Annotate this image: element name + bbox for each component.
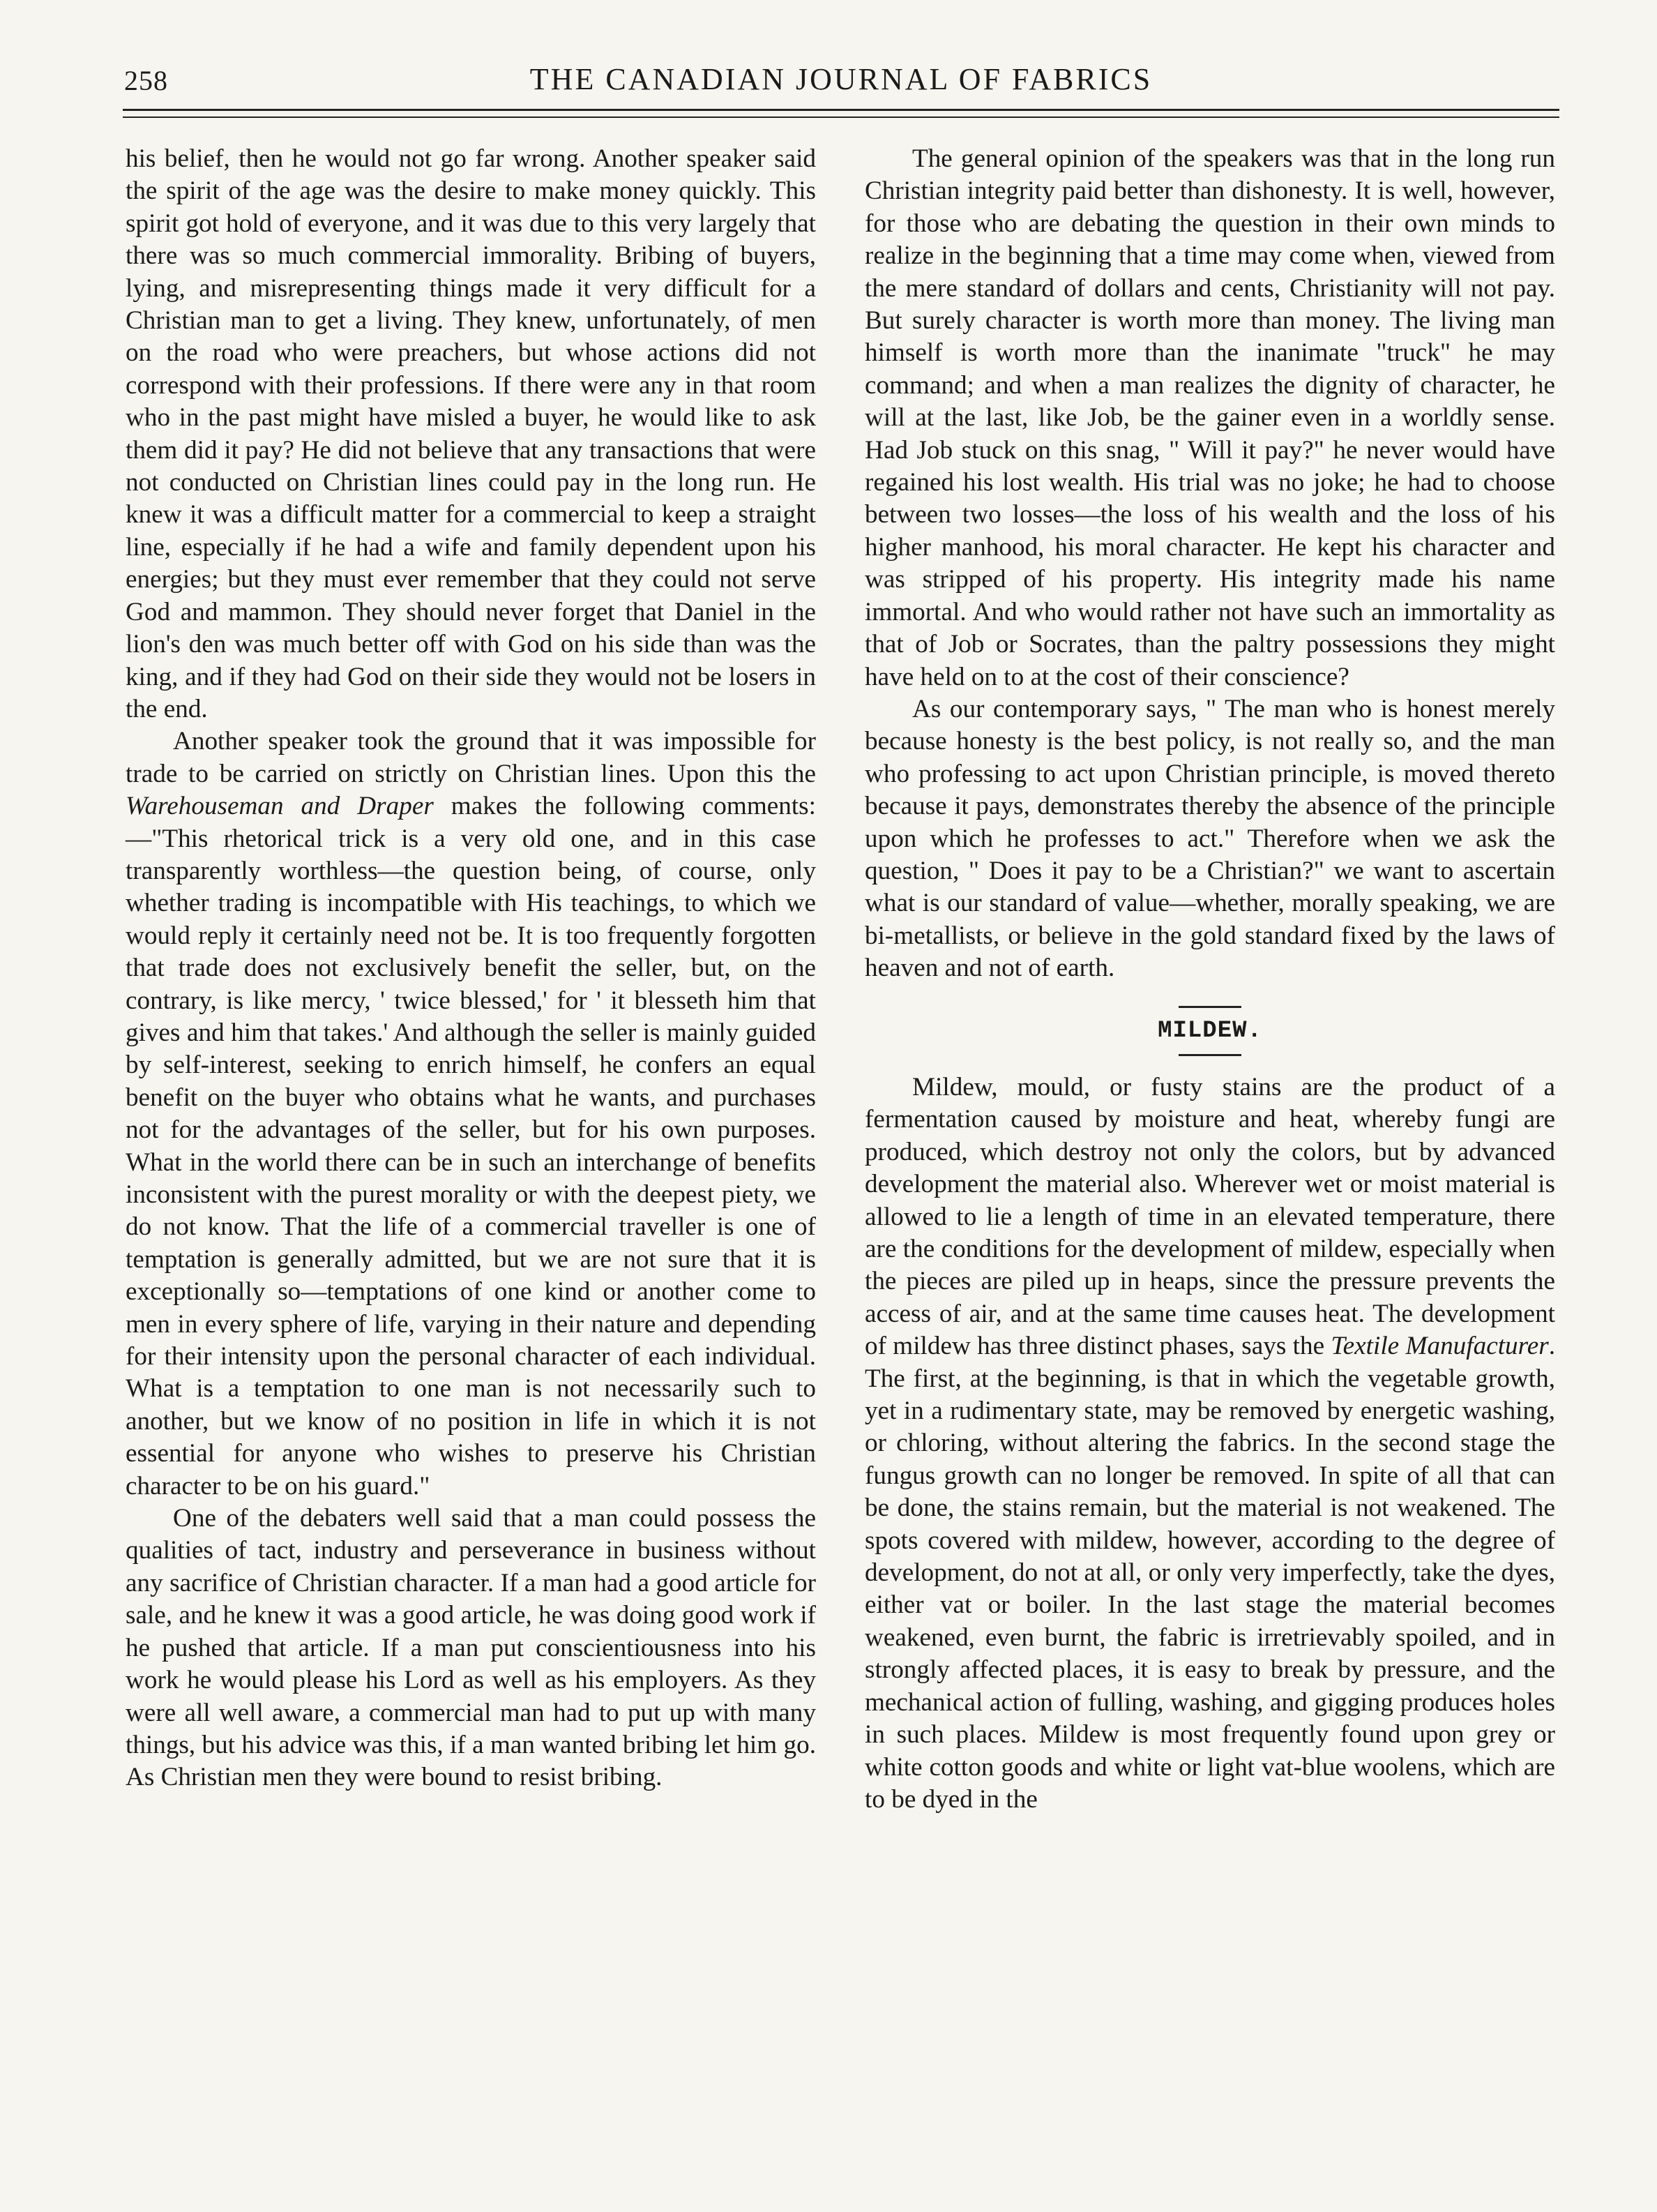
journal-title: THE CANADIAN JOURNAL OF FABRICS	[529, 62, 1153, 96]
paragraph: The general opinion of the speakers was that in the long run Christian integrity paid better than dishonesty. It is well, however, for those who are debating the question in their own minds to realize in the beginning that a time may come when, viewed from the mere standard of dollars and cents, Christianity will not pay. But surely character is worth more than money. The living man himself is worth more than the inanimate "truck" he may command; and when a man realizes the dignity of character, he will at the last, like Job, be the gainer even in a worldly sense. Had Job stuck on this snag, " Will it pay?" he never would have regained his lost wealth. His trial was no joke; he had to choose between two losses—the loss of his wealth and the loss of his higher manhood, his moral character. He kept his character and was stripped of his property. His integrity made his name immortal. And who would rather not have such an immortality as that of Job or Socrates, than the paltry possessions they might have held on to at the cost of their conscience?	[865, 144, 1555, 691]
paragraph: As our contemporary says, " The man who is honest merely because honesty is the best policy, is not really so, and the man who professing to act upon Christian principle, is moved thereto because it pays, demonstrates thereby the absence of the principle upon which he professes to act." Therefore when we ask the question, " Does it pay to be a Christian?" we want to ascertain what is our standard of value—whether, morally speaking, we are bi-metallists, or believe in the gold standard fixed by the laws of heaven and not of earth.	[865, 694, 1555, 983]
section-title: MILDEW.	[1158, 1017, 1262, 1044]
paragraph: his belief, then he would not go far wrong. Another speaker said the spirit of the age was the desire to make money quickly. This spirit got hold of everyone, and it was due to this very largely that there was so much commercial immorality. Bribing of buyers, lying, and misrepresenting things made it very difficult for a Christian man to get a living. They knew, unfortunately, of men on the road who were preachers, but whose actions did not correspond with their professions. If there were any in that room who in the past might have misled a buyer, he would like to ask them did it pay? He did not believe that any transactions that were not conducted on Christian lines could pay in the long run. He knew it was a difficult matter for a commercial to keep a straight line, especially if he had a wife and family dependent upon his energies; but they must ever remember that they could not serve God and mammon. They should never forget that Daniel in the lion's den was much better off with God on his side than was the king, and if they had God on their side they would not be losers in the end.	[126, 144, 816, 723]
publication-title: Warehouseman and Draper	[126, 792, 434, 821]
section-heading	[865, 1006, 1555, 1056]
text-run: Another speaker took the ground that it was impossible for trade to be carried on strictly on Christian lines. Upon this the	[126, 727, 816, 788]
text-run: Mildew, mould, or fusty stains are the product of a fermentation caused by moisture and heat, whereby fungi are produced, which destroy not only the colors, but by advanced development the material also. Wherever wet or moist material is allowed to lie a length of time in an elevated temperature, there are the conditions for the development of mildew, especially when the pieces are piled up in heaps, since the pressure prevents the access of air, and at the same time causes heat. The development of mildew has three distinct phases, says the	[865, 1072, 1555, 1361]
text-run: makes the following comments:—"This rhetorical trick is a very old one, and in this case transparently worthless—the question being, of course, only whether trading is incompatible with His teachings, to which we would reply it certainly need not be. It is too frequently forgotten that trade does not exclusively benefit the seller, but, on the contrary, is like mercy, ' twice blessed,' for ' it blesseth him that gives and him that takes.' And although the seller is mainly guided by self-interest, seeking to enrich himself, he confers an equal benefit on the buyer who obtains what he wants, and purchases not for the advantages of the seller, but for his own purposes. What in the world there can be in such an interchange of benefits inconsistent with the purest morality or with the deepest piety, we do not know. That the life of a commercial traveller is one of temptation is generally admitted, but we are not sure that it is exceptionally so—temptations of one kind or another come to men in every sphere of life, varying in their nature and depending for their intensity upon the personal character of each individual. What is a temptation to one man is not necessarily such to another, but we know of no position in life in which it is not essential for anyone who wishes to preserve his Christian character to be on his guard."	[126, 792, 816, 1500]
paragraph	[126, 725, 816, 1503]
page-header	[123, 61, 1559, 110]
heading-rule	[1179, 1054, 1241, 1056]
left-column	[126, 143, 816, 1794]
page-number: 258	[124, 65, 168, 96]
publication-title: Textile Manufacturer	[1331, 1332, 1549, 1361]
header-rule	[123, 109, 1559, 118]
heading-rule	[1179, 1006, 1241, 1008]
text-run: . The first, at the beginning, is that in which the vegetable growth, yet in a rudimentary state, may be removed by energetic washing, or chloring, without altering the fabrics. In the second stage the fungus growth can no longer be removed. In spite of all that can be done, the stains remain, but the material is not weakened. The spots covered with mildew, however, according to the degree of development, do not at all, or only very imperfectly, take the dyes, either vat or boiler. In the last stage the material becomes weakened, even burnt, the fabric is irretrievably spoiled, and in strongly affected places, it is easy to break by pressure, and the mechanical action of fulling, washing, and gigging produces holes in such places. Mildew is most frequently found upon grey or white cotton goods and white or light vat-blue woolens, which are to be dyed in the	[865, 1332, 1555, 1814]
paragraph	[865, 1071, 1555, 1816]
paragraph: One of the debaters well said that a man could possess the qualities of tact, industry and perseverance in business without any sacrifice of Christian character. If a man had a good article for sale, and he knew it was a good article, he was doing good work if he pushed that article. If a man put conscientiousness into his work he would please his Lord as well as his employers. As they were all well aware, a commercial man had to put up with many things, but his advice was this, if a man wanted bribing let him go. As Christian men they were bound to resist bribing.	[126, 1504, 816, 1792]
right-column	[865, 143, 1555, 1816]
